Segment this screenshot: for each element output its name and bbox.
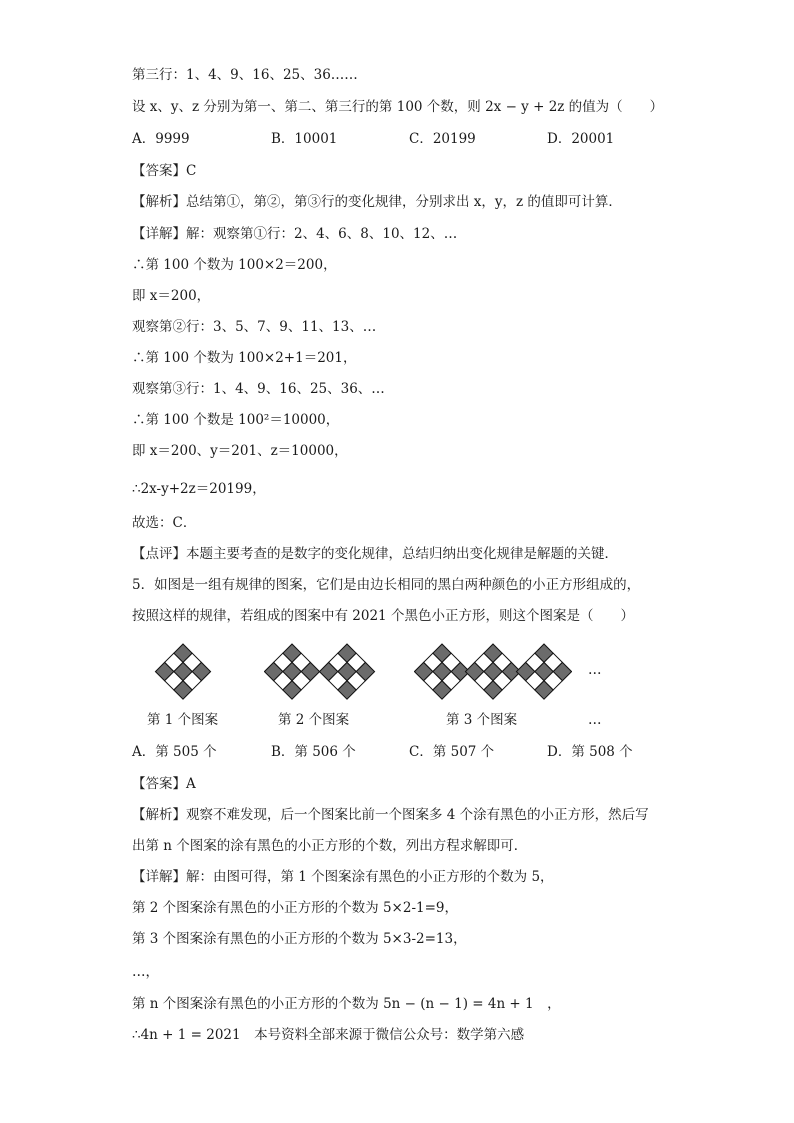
q5-detail-6: ∴4n + 1 = 2021 本号资料全部来源于微信公众号：数学第六感 — [132, 1027, 525, 1043]
pattern-3-figure — [414, 642, 572, 704]
q5-option-d: D．第 508 个 — [547, 744, 633, 760]
q5-option-a: A．第 505 个 — [132, 744, 217, 760]
q4-option-b: B．10001 — [271, 131, 338, 147]
pattern-ellipsis: … — [588, 662, 602, 678]
q4-detail-7: ∴第 100 个数是 100²＝10000， — [132, 412, 340, 428]
q4-option-c: C．20199 — [409, 131, 476, 147]
q5-detail-4: …， — [132, 964, 159, 980]
q4-detail-8: 即 x＝200、y＝201、z＝10000， — [132, 443, 348, 459]
q5-option-c: C．第 507 个 — [409, 744, 495, 760]
q5-answer: 【答案】A — [132, 776, 196, 792]
q5-analysis-1: 【解析】观察不难发现，后一个图案比前一个图案多 4 个涂有黑色的小正方形，然后写 — [132, 807, 649, 823]
question-5-stem-2: 按照这样的规律，若组成的图案中有 2021 个黑色小正方形，则这个图案是（ ） — [132, 608, 634, 624]
q4-detail-1: 【详解】解：观察第①行：2、4、6、8、10、12、… — [132, 226, 458, 242]
question-5-stem-1: 5．如图是一组有规律的图案，它们是由边长相同的黑白两种颜色的小正方形组成的， — [132, 577, 641, 593]
q5-detail-2: 第 2 个图案涂有黑色的小正方形的个数为 5×2-1=9， — [132, 900, 459, 916]
pattern-1-figure — [150, 642, 216, 704]
q5-detail-3: 第 3 个图案涂有黑色的小正方形的个数为 5×3-2=13， — [132, 931, 467, 947]
q4-option-a: A．9999 — [132, 131, 190, 147]
question-4-stem: 设 x、y、z 分别为第一、第二、第三行的第 100 个数，则 2x − y + 2z 的值为（ ） — [132, 99, 664, 115]
q4-detail-4: 观察第②行：3、5、7、9、11、13、… — [132, 319, 377, 335]
q4-detail-6: 观察第③行：1、4、9、16、25、36、… — [132, 381, 385, 397]
q5-option-b: B．第 506 个 — [271, 744, 356, 760]
pattern-2-figure — [264, 642, 376, 704]
q5-detail-5: 第 n 个图案涂有黑色的小正方形的个数为 5n − (n − 1) = 4n + 1 ， — [132, 996, 561, 1012]
q4-detail-2: ∴第 100 个数为 100×2＝200， — [132, 257, 337, 273]
q5-analysis-2: 出第 n 个图案的涂有黑色的小正方形的个数，列出方程求解即可． — [132, 838, 528, 854]
q5-detail-1: 【详解】解：由图可得，第 1 个图案涂有黑色的小正方形的个数为 5， — [132, 869, 554, 885]
q4-detail-9: ∴2x-y+2z＝20199， — [132, 481, 266, 497]
caption-ellipsis: … — [588, 712, 602, 728]
q4-option-d: D．20001 — [547, 131, 615, 147]
pattern-1-caption: 第 1 个图案 — [147, 712, 219, 728]
q4-analysis: 【解析】总结第①，第②，第③行的变化规律，分别求出 x，y，z 的值即可计算． — [132, 194, 622, 210]
q4-answer: 【答案】C — [132, 163, 197, 179]
pattern-2-caption: 第 2 个图案 — [278, 712, 350, 728]
q4-choice: 故选：C． — [132, 515, 197, 531]
pattern-3-caption: 第 3 个图案 — [446, 712, 518, 728]
line-third-row: 第三行：1、4、9、16、25、36…… — [132, 67, 358, 83]
q4-detail-3: 即 x＝200， — [132, 288, 211, 304]
q4-detail-5: ∴第 100 个数为 100×2+1＝201， — [132, 350, 357, 366]
q4-comment: 【点评】本题主要考查的是数字的变化规律，总结归纳出变化规律是解题的关键． — [132, 546, 618, 562]
